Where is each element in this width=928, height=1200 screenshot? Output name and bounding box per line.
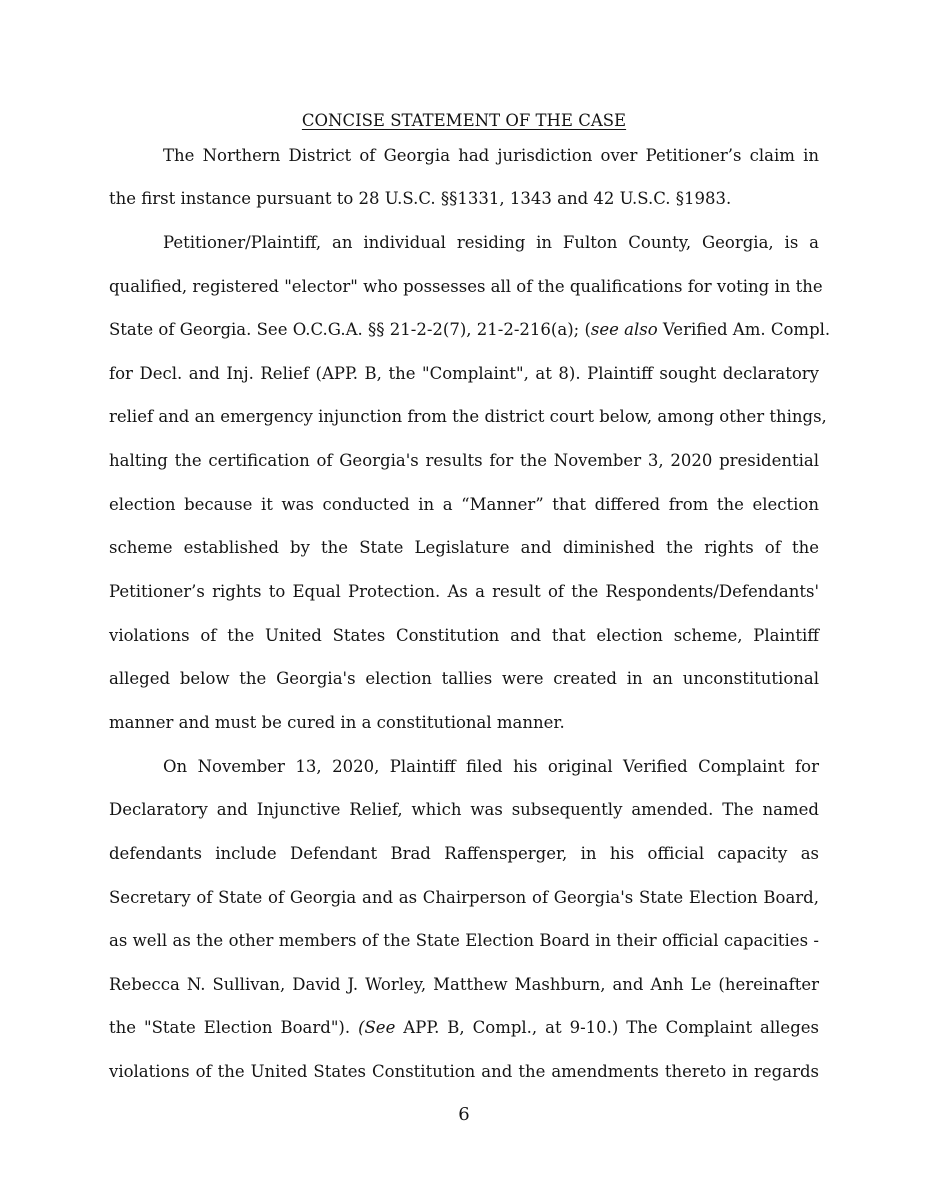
- paragraph-3-line-7: [109, 1017, 819, 1039]
- paragraph-2-line-8: scheme established by the State Legislature and diminished the rights of the: [109, 538, 819, 557]
- paragraph-2-line-11: alleged below the Georgia's election tallies were created in an unconstitutional: [109, 669, 819, 688]
- paragraph-2-line-12: manner and must be cured in a constitutional manner.: [109, 713, 565, 732]
- paragraph-2-line-10: violations of the United States Constitution and that election scheme, Plaintiff: [109, 626, 819, 645]
- section-heading: CONCISE STATEMENT OF THE CASE: [301, 111, 627, 130]
- paragraph-3-line-6: Rebecca N. Sullivan, David J. Worley, Matthew Mashburn, and Anh Le (hereinafter: [109, 975, 819, 994]
- paragraph-3-line-7-part-c: APP. B, Compl., at 9-10.) The Complaint alleges: [395, 1018, 819, 1037]
- paragraph-2-line-2: qualified, registered "elector" who possesses all of the qualifications for voting in the: [109, 277, 823, 296]
- paragraph-2-line-6: halting the certification of Georgia's results for the November 3, 2020 presidential: [109, 451, 819, 470]
- paragraph-2-line-4: for Decl. and Inj. Relief (APP. B, the "Complaint", at 8). Plaintiff sought declaratory: [109, 364, 819, 383]
- paragraph-2-line-7: election because it was conducted in a “Manner” that differed from the election: [109, 495, 819, 514]
- see-also-signal: see also: [590, 320, 658, 339]
- paragraph-1-line-1: The Northern District of Georgia had jurisdiction over Petitioner’s claim in: [163, 146, 819, 165]
- paragraph-3-line-1: On November 13, 2020, Plaintiff filed his original Verified Complaint for: [163, 757, 819, 776]
- paragraph-3-line-4: Secretary of State of Georgia and as Chairperson of Georgia's State Election Board,: [109, 888, 819, 907]
- paragraph-3-line-2: Declaratory and Injunctive Relief, which was subsequently amended. The named: [109, 800, 819, 819]
- page-number: 6: [458, 1104, 470, 1125]
- paragraph-3-line-5: as well as the other members of the State Election Board in their official capacities -: [109, 931, 819, 950]
- paragraph-2-line-3-part-c: Verified Am. Compl.: [657, 320, 831, 339]
- paragraph-3-line-7-part-a: the "State Election Board").: [109, 1018, 359, 1037]
- paragraph-1-line-2: the first instance pursuant to 28 U.S.C. §§1331, 1343 and 42 U.S.C. §1983.: [109, 189, 732, 208]
- paragraph-2-line-5: relief and an emergency injunction from the district court below, among other things,: [109, 407, 827, 426]
- paragraph-2-line-3: [109, 319, 831, 341]
- paragraph-3-line-3: defendants include Defendant Brad Raffensperger, in his official capacity as: [109, 844, 819, 863]
- paragraph-2-line-1: Petitioner/Plaintiff, an individual residing in Fulton County, Georgia, is a: [163, 233, 819, 252]
- paragraph-2-line-9: Petitioner’s rights to Equal Protection. As a result of the Respondents/Defendants': [109, 582, 819, 601]
- paragraph-3-line-8: violations of the United States Constitution and the amendments thereto in regards: [109, 1062, 819, 1081]
- paragraph-2-line-3-part-a: State of Georgia. See O.C.G.A. §§ 21-2-2(7), 21-2-216(a); (: [109, 320, 591, 339]
- see-signal: (See: [358, 1018, 396, 1037]
